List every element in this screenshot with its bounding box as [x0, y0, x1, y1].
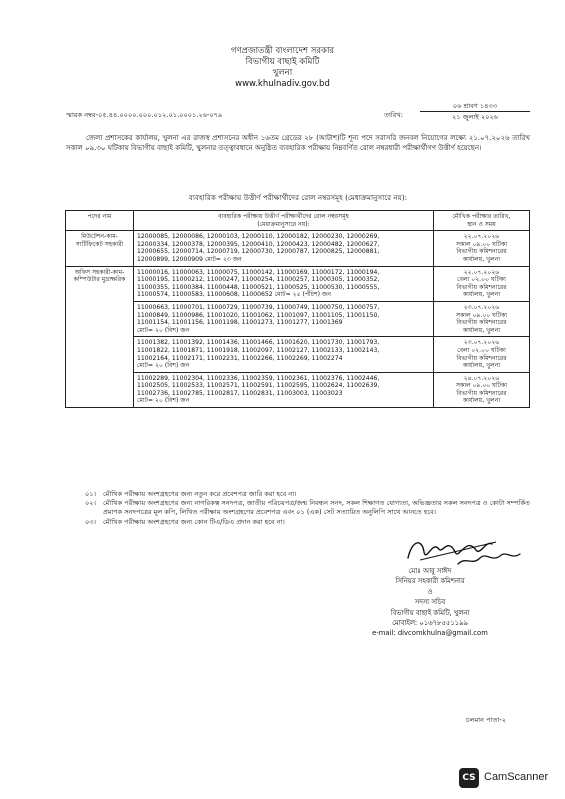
- signature-block: [330, 566, 530, 639]
- viva-schedule-cell: [434, 231, 530, 266]
- viva-venue: বিভাগীয় কমিশনারের: [456, 283, 507, 291]
- viva-schedule-cell: [434, 372, 530, 407]
- rolls-header-sub: (মেধাক্রমানুসারে নয়):: [257, 220, 310, 228]
- viva-venue: বিভাগীয় কমিশনারের: [456, 248, 507, 256]
- viva-date: ২৩.০৭.২০২৬: [463, 339, 500, 347]
- viva-venue: বিভাগীয় কমিশনারের: [456, 354, 507, 362]
- roll-line: 11002505, 11002533, 11002571, 11002591, 11002595, 11002624, 11002639,: [137, 382, 380, 390]
- date-english: ২১ জুলাই ২০২৬: [451, 113, 499, 121]
- post-name-cell: মিউটেশন-কাম-সার্টিফিকেট সহকারী: [66, 231, 134, 266]
- roll-numbers-cell: [134, 372, 434, 407]
- table-title: ব্যবহারিক পরীক্ষায় উত্তীর্ণ পরীক্ষার্থীদের রোল নম্বরসমূহ (মেধাক্রমানুসারে নয়):: [188, 193, 408, 202]
- viva-time: বেলা ০২.০০ ঘটিকা: [457, 346, 506, 354]
- note-text: মৌখিক পরীক্ষায় অংশগ্রহণের জন্য নতুন করে প্রবেশপত্র জারি করা হবে না।: [103, 490, 297, 498]
- signatory-email[interactable]: e-mail: divcomkhulna@gmail.com: [372, 629, 488, 638]
- signatory-name: মোঃ আবু সাঈদ: [408, 567, 452, 575]
- viva-header-line: মৌখিক পরীক্ষার তারিখ,: [452, 213, 511, 220]
- signatory-role: সদস্য সচিব: [414, 598, 446, 607]
- roll-line: মোট= ২০ (বিশ) জন: [137, 397, 190, 405]
- roll-line: 11000849, 11000986, 11001020, 11001062, 11001097, 11001105, 11001150,: [137, 311, 380, 319]
- viva-column-header: [434, 211, 530, 231]
- viva-venue: কার্যালয়, খুলনা: [462, 291, 501, 299]
- roll-line: 11000355, 11000384, 11000448, 11000521, 11000525, 11000530, 11000555,: [137, 283, 380, 291]
- viva-time: সকাল ০৯.০০ ঘটিকা: [455, 240, 508, 248]
- rolls-header-line: ব্যবহারিক পরীক্ষায় উত্তীর্ণ পরীক্ষার্থীদের রোল নম্বরসমূহ: [218, 213, 349, 220]
- signature-conjunction: ও: [427, 587, 433, 596]
- roll-line: 12000899, 12000909 মোট= ২৩ জন: [137, 255, 242, 263]
- post-column-header: পদের নাম: [66, 211, 134, 231]
- roll-numbers-cell: [134, 266, 434, 301]
- office-location: খুলনা: [272, 68, 293, 78]
- viva-schedule-cell: [434, 301, 530, 336]
- roll-line: 11000574, 11000583, 11000608, 11000652 মোট= ২৫ (পঁচিশ) জন: [137, 291, 332, 299]
- roll-line: 11001382, 11001392, 11001436, 11001466, 11001620, 11001730, 11001793,: [137, 339, 380, 347]
- note-item: [85, 499, 530, 517]
- roll-numbers-cell: [134, 301, 434, 336]
- viva-venue: কার্যালয়, খুলনা: [462, 255, 501, 263]
- memo-number: স্মারক নম্বর-০৫.৪৪.০০০০.০০০.০১২.০১.০০০১.২৬-০৭৯: [66, 111, 223, 119]
- roll-line: 12000334, 12000378, 12000395, 12000410, 12000423, 12000482, 12000627,: [137, 240, 380, 248]
- date-bangla: ০৬ শ্রাবণ ১৪৩৩: [452, 102, 498, 110]
- roll-line: 12000085, 12000086, 12000103, 12000110, 12000182, 12000230, 12000269,: [137, 233, 380, 241]
- signatory-office: বিভাগীয় বাছাই কমিটি, খুলনা: [390, 608, 470, 617]
- post-name-cell: অফিস সহকারী-কাম-কম্পিউটার মুদ্রাক্ষরিক: [66, 266, 134, 408]
- viva-schedule-cell: [434, 266, 530, 301]
- note-item: [85, 518, 530, 527]
- table-row: [66, 266, 530, 301]
- government-name: গণপ্রজাতন্ত্রী বাংলাদেশ সরকার: [230, 46, 335, 56]
- note-text: মৌখিক পরীক্ষায় অংশগ্রহণের জন্য নাগরিকত্ব সনদপত্র, জাতীয় পরিচয়পত্র/জন্ম নিবন্ধন সনদ, সকল শিক্ষাগত যোগ্যতা, অভিজ্ঞতার সকল সনদপত্র ও কোটা সম্পর্কিত প্রমাণক সনদপত্রের মূল কপি, লিখিত পরীক্ষায় অংশগ্রহণের প্রবেশপত্র এবং ০১ (এক) সেট সত্যায়িত অনুলিপি সাথে আনতে হবে।: [103, 499, 530, 517]
- viva-date: ২২.০৭.২০২৬: [463, 268, 500, 276]
- table-row: [66, 337, 530, 372]
- signatory-designation: সিনিয়র সহকারী কমিশনার: [395, 577, 465, 586]
- roll-number-table: [65, 210, 530, 408]
- roll-numbers-cell: [134, 231, 434, 266]
- viva-time: সকাল ০৯.০০ ঘটিকা: [455, 382, 508, 390]
- table-header-row: [66, 211, 530, 231]
- roll-line: 11001154, 11001156, 11001198, 11001273, 11001277, 11001369: [137, 319, 343, 327]
- continued-page-note: চলমান পাতা-২: [466, 716, 506, 724]
- note-item: [85, 490, 530, 499]
- notes-list: [85, 490, 530, 527]
- viva-header-sub: স্থান ও সময়: [467, 220, 496, 228]
- roll-line: 11002164, 11002171, 11002231, 11002266, 11002269, 11002274: [137, 354, 343, 362]
- note-text: মৌখিক পরীক্ষায় অংশগ্রহণের জন্য কোন টিএ/ডিএ প্রদান করা হবে না।: [103, 517, 285, 526]
- date-divider: [420, 111, 530, 112]
- viva-date: ২২.০৭.২০২৬: [463, 233, 500, 241]
- committee-name: বিভাগীয় বাছাই কমিটি: [245, 57, 320, 67]
- roll-line: 11002736, 11002785, 11002817, 11002831, 11003003, 11003023: [137, 389, 343, 397]
- date-label: তারিখ:: [384, 111, 403, 119]
- viva-time: সকাল ০৯.০০ ঘটিকা: [455, 311, 508, 319]
- roll-numbers-cell: [134, 337, 434, 372]
- website-link[interactable]: www.khulnadiv.gov.bd: [235, 79, 330, 89]
- roll-line: 11000663, 11000701, 11000729, 11000739, 11000749, 11000750, 11000757,: [137, 303, 380, 311]
- viva-venue: কার্যালয়, খুলনা: [462, 326, 501, 334]
- roll-line: 12000655, 12000714, 12000719, 12000730, 12000787, 12000825, 12000881,: [137, 248, 380, 256]
- camscanner-label: CamScanner: [484, 771, 549, 783]
- viva-venue: কার্যালয়, খুলনা: [462, 362, 501, 370]
- viva-date: ২৪.০৭.২০২৬: [463, 374, 500, 382]
- rolls-column-header: [134, 211, 434, 231]
- table-row: [66, 231, 530, 266]
- roll-line: 11001822, 11001871, 11001918, 11002097, 11002127, 11002133, 11002143,: [137, 346, 380, 354]
- viva-venue: কার্যালয়, খুলনা: [462, 397, 501, 405]
- viva-schedule-cell: [434, 337, 530, 372]
- roll-line: মোট= ২০ (বিশ) জন: [137, 326, 190, 334]
- note-number: ০২।: [85, 499, 96, 508]
- viva-time: বেলা ০২.০০ ঘটিকা: [457, 276, 506, 284]
- table-row: [66, 301, 530, 336]
- signatory-mobile: মোবাইল: ০১৬৭৮৫৫১১৯৯: [392, 619, 468, 628]
- roll-line: 11000016, 11000063, 11000075, 11000142, 11000169, 11000172, 11000194,: [137, 268, 380, 276]
- roll-line: মোট= ২০ (বিশ) জন: [137, 362, 190, 370]
- roll-line: 11000195, 11000212, 11000247, 11000254, 11000257, 11000305, 11000352,: [137, 276, 380, 284]
- roll-line: 11002289, 11002304, 11002336, 11002359, 11002361, 11002376, 11002446,: [137, 374, 380, 382]
- camscanner-logo: CS: [459, 768, 479, 788]
- table-row: [66, 372, 530, 407]
- viva-date: ২৩.০৭.২০২৬: [463, 303, 500, 311]
- viva-venue: বিভাগীয় কমিশনারের: [456, 389, 507, 397]
- note-number: ০১।: [85, 490, 96, 498]
- viva-venue: বিভাগীয় কমিশনারের: [456, 319, 507, 327]
- note-number: ০৩।: [85, 517, 96, 526]
- intro-paragraph: জেলা প্রশাসকের কার্যালয়, খুলনা এর রাজস্ব প্রশাসনের অধীন ১৬তম গ্রেডের ২৮ (আটাশ)টি শূন্য পদে সরাসরি জনবল নিয়োগের লক্ষ্যে ২১.০৭.২০২৬ তারিখ সকাল ০৯.৩০ ঘটিকায় বিভাগীয় বাছাই কমিটি, খুলনার তত্ত্বাবধানে অনুষ্ঠিত ব্যবহারিক পরীক্ষায় নিম্নবর্ণিত রোল নম্বরধারী পরীক্ষার্থীগণ উত্তীর্ণ হয়েছেন।: [66, 134, 530, 152]
